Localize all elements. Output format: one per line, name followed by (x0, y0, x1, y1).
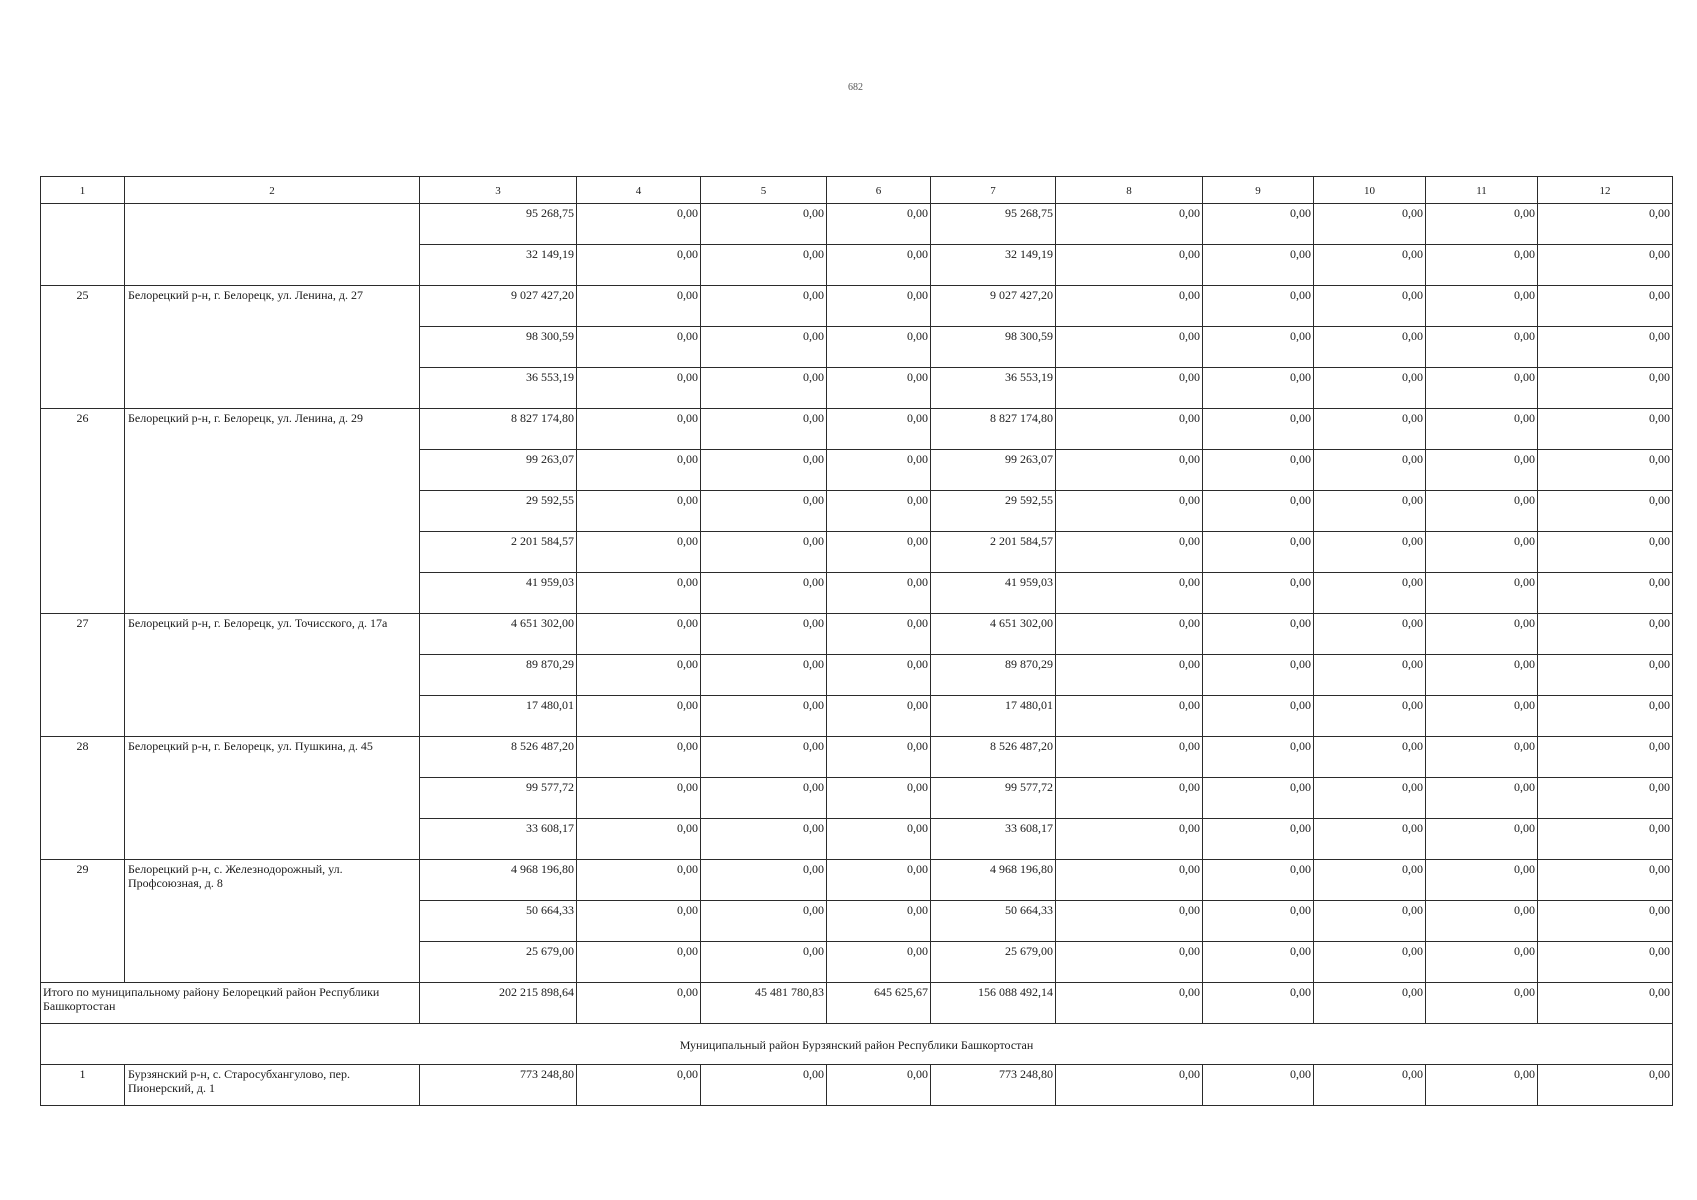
amount-cell: 0,00 (1203, 655, 1314, 696)
amount-cell: 0,00 (1426, 901, 1538, 942)
amount-cell: 8 827 174,80 (420, 409, 577, 450)
amount-cell: 0,00 (827, 204, 931, 245)
amount-cell: 9 027 427,20 (420, 286, 577, 327)
amount-cell: 0,00 (1314, 737, 1426, 778)
row-index: 1 (41, 1065, 125, 1106)
amount-cell: 0,00 (701, 696, 827, 737)
amount-cell: 0,00 (701, 1065, 827, 1106)
amount-cell: 0,00 (1056, 204, 1203, 245)
object-address: Белорецкий р-н, г. Белорецк, ул. Точисского, д. 17а (125, 614, 420, 737)
amount-cell: 0,00 (701, 532, 827, 573)
amount-cell: 0,00 (577, 860, 701, 901)
amount-cell: 0,00 (701, 614, 827, 655)
amount-cell: 0,00 (1426, 368, 1538, 409)
amount-cell: 0,00 (1538, 368, 1673, 409)
amount-cell: 0,00 (577, 491, 701, 532)
section-title: Муниципальный район Бурзянский район Республики Башкортостан (41, 1024, 1673, 1065)
amount-cell: 0,00 (827, 450, 931, 491)
column-header: 1 (41, 177, 125, 204)
amount-cell: 41 959,03 (420, 573, 577, 614)
amount-cell: 0,00 (1426, 819, 1538, 860)
row-index: 27 (41, 614, 125, 737)
amount-cell: 0,00 (1426, 737, 1538, 778)
amount-cell: 4 651 302,00 (931, 614, 1056, 655)
amount-cell: 0,00 (577, 614, 701, 655)
amount-cell: 0,00 (1538, 655, 1673, 696)
amount-cell: 8 827 174,80 (931, 409, 1056, 450)
amount-cell: 0,00 (827, 573, 931, 614)
amount-cell: 0,00 (1538, 532, 1673, 573)
row-index: 25 (41, 286, 125, 409)
amount-cell: 0,00 (1056, 614, 1203, 655)
amount-cell: 32 149,19 (931, 245, 1056, 286)
amount-cell: 0,00 (701, 204, 827, 245)
object-address: Белорецкий р-н, г. Белорецк, ул. Ленина, д. 29 (125, 409, 420, 614)
amount-cell: 0,00 (1056, 901, 1203, 942)
amount-cell: 0,00 (1426, 655, 1538, 696)
amount-cell: 0,00 (1314, 532, 1426, 573)
amount-cell: 0,00 (1056, 1065, 1203, 1106)
amount-cell: 0,00 (701, 450, 827, 491)
amount-cell: 29 592,55 (931, 491, 1056, 532)
amount-cell: 99 577,72 (420, 778, 577, 819)
amount-cell: 0,00 (1056, 737, 1203, 778)
amount-cell: 0,00 (1056, 778, 1203, 819)
amount-cell: 0,00 (1056, 286, 1203, 327)
amount-cell: 773 248,80 (931, 1065, 1056, 1106)
total-amount-cell: 645 625,67 (827, 983, 931, 1024)
amount-cell: 0,00 (1538, 245, 1673, 286)
amount-cell: 4 968 196,80 (420, 860, 577, 901)
amount-cell: 0,00 (1426, 614, 1538, 655)
amount-cell: 0,00 (1314, 1065, 1426, 1106)
amount-cell: 95 268,75 (420, 204, 577, 245)
amount-cell: 0,00 (577, 778, 701, 819)
amount-cell: 0,00 (1203, 327, 1314, 368)
amount-cell: 33 608,17 (420, 819, 577, 860)
amount-cell: 0,00 (1056, 532, 1203, 573)
amount-cell: 0,00 (1056, 368, 1203, 409)
column-header: 7 (931, 177, 1056, 204)
amount-cell: 0,00 (1203, 573, 1314, 614)
column-header: 4 (577, 177, 701, 204)
amount-cell: 0,00 (1314, 614, 1426, 655)
column-header: 5 (701, 177, 827, 204)
row-index (41, 204, 125, 286)
amount-cell: 0,00 (1426, 409, 1538, 450)
amount-cell: 95 268,75 (931, 204, 1056, 245)
column-header: 3 (420, 177, 577, 204)
amount-cell: 0,00 (1426, 532, 1538, 573)
amount-cell: 0,00 (577, 368, 701, 409)
amount-cell: 0,00 (1203, 450, 1314, 491)
amount-cell: 0,00 (827, 368, 931, 409)
object-address (125, 204, 420, 286)
amount-cell: 0,00 (1056, 573, 1203, 614)
amount-cell: 99 263,07 (420, 450, 577, 491)
amount-cell: 0,00 (1056, 327, 1203, 368)
amount-cell: 0,00 (1538, 860, 1673, 901)
amount-cell: 0,00 (1314, 573, 1426, 614)
amount-cell: 32 149,19 (420, 245, 577, 286)
amount-cell: 0,00 (577, 819, 701, 860)
column-header: 8 (1056, 177, 1203, 204)
amount-cell: 0,00 (1538, 737, 1673, 778)
amount-cell: 89 870,29 (931, 655, 1056, 696)
amount-cell: 0,00 (1426, 204, 1538, 245)
table-row (41, 286, 1673, 327)
amount-cell: 0,00 (1314, 942, 1426, 983)
amount-cell: 0,00 (1056, 409, 1203, 450)
amount-cell: 0,00 (1314, 655, 1426, 696)
amount-cell: 0,00 (1056, 942, 1203, 983)
amount-cell: 0,00 (701, 901, 827, 942)
table-row (41, 409, 1673, 450)
amount-cell: 0,00 (701, 327, 827, 368)
row-index: 28 (41, 737, 125, 860)
amount-cell: 0,00 (1203, 245, 1314, 286)
amount-cell: 0,00 (1203, 614, 1314, 655)
row-index: 26 (41, 409, 125, 614)
amount-cell: 17 480,01 (931, 696, 1056, 737)
amount-cell: 0,00 (827, 245, 931, 286)
amount-cell: 0,00 (1426, 573, 1538, 614)
amount-cell: 2 201 584,57 (420, 532, 577, 573)
amount-cell: 0,00 (701, 286, 827, 327)
amount-cell: 0,00 (701, 655, 827, 696)
amount-cell: 33 608,17 (931, 819, 1056, 860)
amount-cell: 0,00 (827, 942, 931, 983)
amount-cell: 0,00 (1538, 409, 1673, 450)
total-amount-cell: 156 088 492,14 (931, 983, 1056, 1024)
amount-cell: 0,00 (1538, 450, 1673, 491)
object-address: Бурзянский р-н, с. Старосубхангулово, пер. Пионерский, д. 1 (125, 1065, 420, 1106)
amount-cell: 0,00 (1314, 286, 1426, 327)
amount-cell: 0,00 (577, 942, 701, 983)
amount-cell: 0,00 (577, 327, 701, 368)
amount-cell: 0,00 (577, 245, 701, 286)
column-header: 10 (1314, 177, 1426, 204)
object-address: Белорецкий р-н, г. Белорецк, ул. Ленина, д. 27 (125, 286, 420, 409)
amount-cell: 0,00 (1203, 901, 1314, 942)
amount-cell: 0,00 (1538, 573, 1673, 614)
column-header: 11 (1426, 177, 1538, 204)
amount-cell: 0,00 (577, 573, 701, 614)
amount-cell: 0,00 (577, 1065, 701, 1106)
amount-cell: 0,00 (1538, 696, 1673, 737)
amount-cell: 0,00 (1426, 327, 1538, 368)
amount-cell: 0,00 (1314, 327, 1426, 368)
amount-cell: 0,00 (1538, 942, 1673, 983)
amount-cell: 89 870,29 (420, 655, 577, 696)
amount-cell: 0,00 (1426, 1065, 1538, 1106)
amount-cell: 0,00 (1426, 696, 1538, 737)
amount-cell: 0,00 (827, 696, 931, 737)
amount-cell: 4 968 196,80 (931, 860, 1056, 901)
amount-cell: 0,00 (1538, 204, 1673, 245)
amount-cell: 0,00 (1056, 696, 1203, 737)
amount-cell: 0,00 (1056, 450, 1203, 491)
amount-cell: 0,00 (577, 655, 701, 696)
amount-cell: 17 480,01 (420, 696, 577, 737)
table-row (41, 737, 1673, 778)
table-row (41, 204, 1673, 245)
amount-cell: 0,00 (1538, 778, 1673, 819)
amount-cell: 0,00 (1056, 491, 1203, 532)
amount-cell: 773 248,80 (420, 1065, 577, 1106)
table-row (41, 860, 1673, 901)
amount-cell: 0,00 (577, 737, 701, 778)
amount-cell: 4 651 302,00 (420, 614, 577, 655)
amount-cell: 0,00 (1314, 409, 1426, 450)
amount-cell: 25 679,00 (420, 942, 577, 983)
total-amount-cell: 0,00 (1538, 983, 1673, 1024)
amount-cell: 0,00 (1314, 901, 1426, 942)
amount-cell: 0,00 (577, 901, 701, 942)
amount-cell: 41 959,03 (931, 573, 1056, 614)
amount-cell: 0,00 (1314, 245, 1426, 286)
object-address: Белорецкий р-н, с. Железнодорожный, ул. Профсоюзная, д. 8 (125, 860, 420, 983)
total-amount-cell: 0,00 (1203, 983, 1314, 1024)
amount-cell: 0,00 (1314, 491, 1426, 532)
column-number-row (41, 177, 1673, 204)
amount-cell: 0,00 (1538, 1065, 1673, 1106)
page-number: 682 (848, 82, 863, 93)
amount-cell: 0,00 (827, 327, 931, 368)
amount-cell: 0,00 (701, 942, 827, 983)
object-address: Белорецкий р-н, г. Белорецк, ул. Пушкина, д. 45 (125, 737, 420, 860)
column-header: 12 (1538, 177, 1673, 204)
amount-cell: 98 300,59 (420, 327, 577, 368)
column-header: 2 (125, 177, 420, 204)
amount-cell: 0,00 (701, 491, 827, 532)
amount-cell: 0,00 (1538, 327, 1673, 368)
amount-cell: 0,00 (1203, 286, 1314, 327)
amount-cell: 0,00 (701, 778, 827, 819)
column-header: 9 (1203, 177, 1314, 204)
total-amount-cell: 0,00 (1426, 983, 1538, 1024)
amount-cell: 0,00 (1314, 368, 1426, 409)
amount-cell: 0,00 (827, 737, 931, 778)
amount-cell: 0,00 (577, 204, 701, 245)
amount-cell: 0,00 (1314, 819, 1426, 860)
amount-cell: 0,00 (827, 614, 931, 655)
amount-cell: 0,00 (827, 860, 931, 901)
amount-cell: 0,00 (1203, 1065, 1314, 1106)
amount-cell: 0,00 (1426, 860, 1538, 901)
amount-cell: 0,00 (827, 901, 931, 942)
amount-cell: 0,00 (577, 532, 701, 573)
total-amount-cell: 0,00 (577, 983, 701, 1024)
total-amount-cell: 0,00 (1314, 983, 1426, 1024)
total-amount-cell: 45 481 780,83 (701, 983, 827, 1024)
amount-cell: 0,00 (1203, 204, 1314, 245)
amount-cell: 0,00 (1203, 491, 1314, 532)
amount-cell: 99 577,72 (931, 778, 1056, 819)
amount-cell: 0,00 (1426, 942, 1538, 983)
amount-cell: 0,00 (1203, 942, 1314, 983)
total-amount-cell: 202 215 898,64 (420, 983, 577, 1024)
report-sheet (40, 176, 1672, 1106)
column-header: 6 (827, 177, 931, 204)
amount-cell: 0,00 (577, 286, 701, 327)
amount-cell: 0,00 (1314, 860, 1426, 901)
amount-cell: 0,00 (1314, 204, 1426, 245)
amount-cell: 0,00 (827, 655, 931, 696)
amount-cell: 50 664,33 (931, 901, 1056, 942)
amount-cell: 0,00 (827, 532, 931, 573)
amount-cell: 0,00 (1426, 778, 1538, 819)
amount-cell: 0,00 (827, 491, 931, 532)
amount-cell: 0,00 (1314, 696, 1426, 737)
amount-cell: 0,00 (1538, 901, 1673, 942)
amount-cell: 0,00 (1426, 245, 1538, 286)
amount-cell: 2 201 584,57 (931, 532, 1056, 573)
amount-cell: 25 679,00 (931, 942, 1056, 983)
table-row (41, 1065, 1673, 1106)
amount-cell: 36 553,19 (931, 368, 1056, 409)
amount-cell: 0,00 (1203, 737, 1314, 778)
amount-cell: 0,00 (1056, 819, 1203, 860)
total-row (41, 983, 1673, 1024)
amount-cell: 0,00 (827, 286, 931, 327)
amount-cell: 0,00 (1056, 655, 1203, 696)
amount-cell: 0,00 (1056, 245, 1203, 286)
amount-cell: 0,00 (827, 1065, 931, 1106)
amount-cell: 0,00 (1538, 614, 1673, 655)
amount-cell: 50 664,33 (420, 901, 577, 942)
amount-cell: 0,00 (701, 368, 827, 409)
amount-cell: 0,00 (1426, 450, 1538, 491)
amount-cell: 0,00 (1538, 491, 1673, 532)
amount-cell: 0,00 (701, 409, 827, 450)
amount-cell: 0,00 (1426, 491, 1538, 532)
table-row (41, 614, 1673, 655)
amount-cell: 8 526 487,20 (420, 737, 577, 778)
amount-cell: 0,00 (1203, 368, 1314, 409)
amount-cell: 0,00 (827, 819, 931, 860)
amount-cell: 8 526 487,20 (931, 737, 1056, 778)
amount-cell: 0,00 (1203, 819, 1314, 860)
section-row (41, 1024, 1673, 1065)
report-body (41, 204, 1673, 1106)
amount-cell: 0,00 (701, 860, 827, 901)
amount-cell: 9 027 427,20 (931, 286, 1056, 327)
amount-cell: 0,00 (827, 409, 931, 450)
amount-cell: 0,00 (1426, 286, 1538, 327)
amount-cell: 0,00 (577, 409, 701, 450)
amount-cell: 0,00 (1538, 819, 1673, 860)
amount-cell: 0,00 (701, 737, 827, 778)
amount-cell: 0,00 (1056, 860, 1203, 901)
amount-cell: 98 300,59 (931, 327, 1056, 368)
amount-cell: 0,00 (701, 819, 827, 860)
amount-cell: 0,00 (701, 245, 827, 286)
amount-cell: 0,00 (577, 450, 701, 491)
amount-cell: 0,00 (1538, 286, 1673, 327)
total-amount-cell: 0,00 (1056, 983, 1203, 1024)
amount-cell: 0,00 (701, 573, 827, 614)
amount-cell: 0,00 (1203, 409, 1314, 450)
amount-cell: 0,00 (1314, 450, 1426, 491)
amount-cell: 0,00 (827, 778, 931, 819)
amount-cell: 99 263,07 (931, 450, 1056, 491)
amount-cell: 36 553,19 (420, 368, 577, 409)
amount-cell: 0,00 (1203, 778, 1314, 819)
row-index: 29 (41, 860, 125, 983)
amount-cell: 0,00 (577, 696, 701, 737)
amount-cell: 0,00 (1203, 696, 1314, 737)
total-label: Итого по муниципальному району Белорецкий район Республики Башкортостан (41, 983, 420, 1024)
amount-cell: 0,00 (1203, 532, 1314, 573)
amount-cell: 0,00 (1314, 778, 1426, 819)
report-table (40, 176, 1673, 1106)
amount-cell: 0,00 (1203, 860, 1314, 901)
amount-cell: 29 592,55 (420, 491, 577, 532)
